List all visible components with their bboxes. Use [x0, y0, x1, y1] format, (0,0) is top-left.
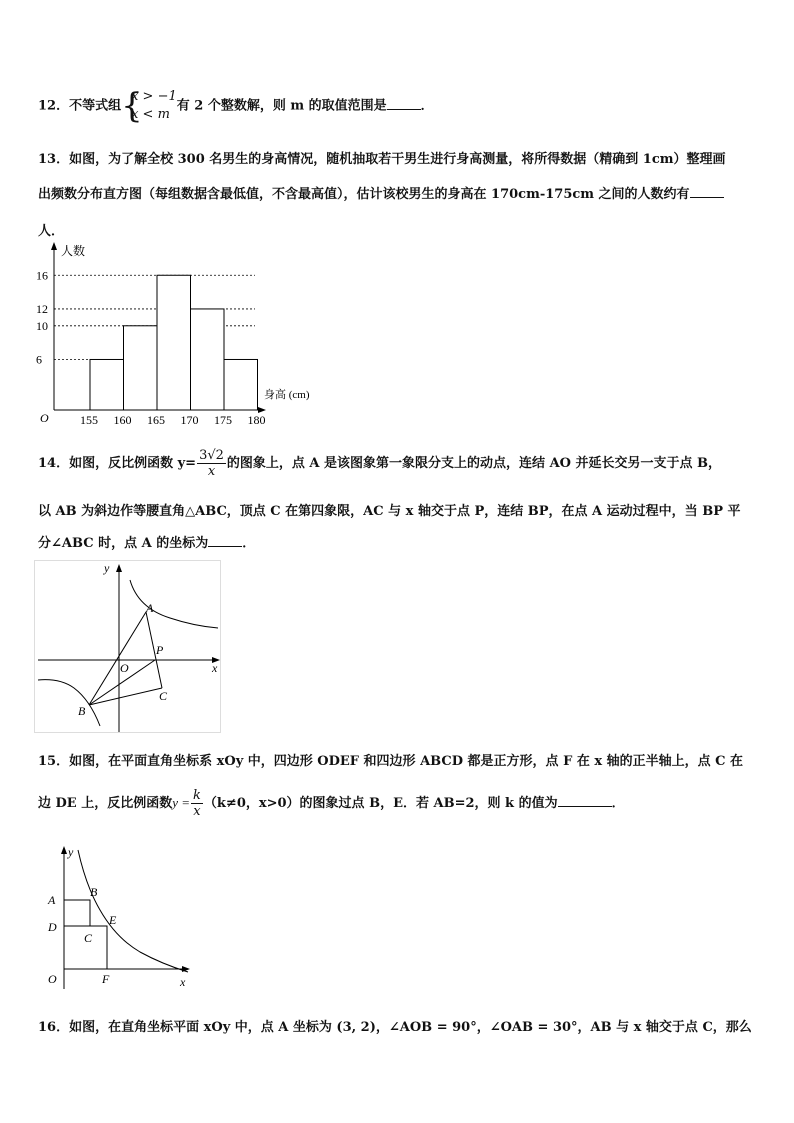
question-15-line-2: [38, 788, 625, 819]
label-y: y: [68, 845, 74, 859]
q12-prefix: 12．不等式组: [38, 98, 122, 114]
q14-text: 的图象上，点 A 是该图象第一象限分支上的动点，连结 AO 并延长交另一支于点 B，: [226, 456, 722, 471]
question-14-line-2: 以 AB 为斜边作等腰直角△ABC，顶点 C 在第四象限，AC 与 x 轴交于点 P，连结 BP，在点 A 运动过程中，当 BP 平: [38, 504, 741, 519]
q15-line-2-text: （k≠0，x>0）的图象过点 B，E．若 AB=2，则 k 的值为: [203, 796, 558, 811]
x-tick-label-175: 175: [214, 413, 232, 427]
figure-14-hyperbola-triangle: [34, 560, 234, 735]
label-y: y: [104, 561, 110, 575]
q14-prefix: 14．如图，反比例函数 y=: [38, 456, 197, 471]
y-tick-label-16: 16: [36, 268, 48, 283]
y-axis-arrow-icon: [61, 846, 67, 854]
inequality-line-2: x < m: [131, 107, 170, 122]
fraction-numerator: 3√2: [199, 448, 224, 463]
fraction-denominator: x: [193, 804, 201, 819]
label-P: P: [156, 643, 164, 657]
histogram-bar-170-175: [191, 309, 225, 410]
histogram-bar-160-165: [124, 326, 158, 410]
y-tick-label-12: 12: [36, 301, 48, 316]
height-histogram: [30, 238, 330, 433]
x-axis-label: 身高 (cm): [264, 389, 310, 401]
histogram-bar-175-180: [224, 359, 258, 410]
label-B: B: [90, 885, 98, 899]
x-tick-label-170: 170: [180, 413, 199, 427]
figure-15-squares-hyperbola: [36, 842, 206, 992]
fraction-k-over-x: [191, 788, 203, 819]
y-axis-arrow-icon: [116, 564, 122, 572]
y-axis-label: 人数: [61, 244, 86, 258]
histogram-bar-165-170: [157, 275, 191, 410]
label-x: x: [212, 661, 218, 675]
q15-line-2-prefix: 边 DE 上，反比例函数: [38, 796, 173, 811]
answer-blank: [387, 97, 421, 110]
hyperbola-y-k-over-x: [78, 850, 188, 972]
answer-blank: [690, 185, 724, 198]
hyperbola-branch-1: [130, 580, 218, 628]
x-tick-label-160: 160: [113, 413, 132, 427]
question-14-line-3: [38, 532, 255, 551]
inequality-line-1: x > −1: [131, 89, 177, 104]
label-x: x: [180, 975, 186, 989]
question-15-line-1: 15．如图，在平面直角坐标系 xOy 中，四边形 ODEF 和四边形 ABCD 都是正方形，点 F 在 x 轴的正半轴上，点 C 在: [38, 754, 744, 769]
q13-line-2-text: 出频数分布直方图（每组数据含最低值，不含最高值），估计该校男生的身高在 170cm-175cm 之间的人数约有: [38, 187, 690, 202]
question-16-line-1: 16．如图，在直角坐标平面 xOy 中，点 A 坐标为 (3, 2)，∠AOB = 90°，∠OAB = 30°，AB 与 x 轴交于点 C，那么: [38, 1020, 752, 1035]
label-D: D: [48, 920, 57, 934]
segment-BC: [89, 688, 162, 705]
answer-blank: [208, 534, 242, 547]
question-12: [38, 88, 434, 124]
q14-end: ．: [242, 536, 256, 551]
q12-text: 有 2 个整数解，则 m 的取值范围是: [176, 98, 387, 114]
origin-label: O: [40, 411, 49, 425]
x-tick-label-180: 180: [247, 413, 266, 427]
label-O: O: [120, 661, 129, 675]
label-F: F: [102, 972, 110, 986]
segment-AB: [89, 612, 146, 705]
question-13-line-1: 13．如图，为了解全校 300 名男生的身高情况，随机抽取若干男生进行身高测量，将所得数据（精确到 1cm）整理画: [38, 152, 726, 167]
fraction-3sqrt2-over-x: [197, 448, 226, 479]
y-equals: y =: [172, 795, 191, 810]
histogram-bar-155-160: [90, 359, 124, 410]
y-tick-label-6: 6: [36, 352, 42, 367]
fraction-denominator: x: [207, 464, 216, 479]
x-tick-label-155: 155: [80, 413, 98, 427]
q12-end: ．: [420, 98, 434, 114]
x-tick-label-165: 165: [147, 413, 165, 427]
label-E: E: [109, 913, 117, 927]
label-O: O: [48, 972, 57, 986]
question-13-line-3: 人．: [38, 224, 65, 239]
label-C: C: [159, 689, 168, 703]
question-13-line-2: [38, 183, 724, 202]
y-axis-arrow-icon: [51, 242, 57, 250]
fraction-numerator: k: [193, 788, 201, 803]
q14-line-3-text: 分∠ABC 时，点 A 的坐标为: [38, 536, 209, 551]
answer-blank: [558, 794, 612, 807]
label-B: B: [78, 704, 86, 718]
figure-frame: [35, 561, 221, 733]
label-C: C: [84, 931, 93, 945]
q15-end: ．: [611, 796, 625, 811]
y-tick-label-10: 10: [36, 318, 48, 333]
question-14-line-1: [38, 448, 721, 479]
inequality-system: { x > −1 x < m: [121, 86, 177, 126]
square-ABCD: [64, 900, 90, 926]
label-A: A: [48, 893, 56, 907]
label-A: A: [146, 601, 154, 615]
